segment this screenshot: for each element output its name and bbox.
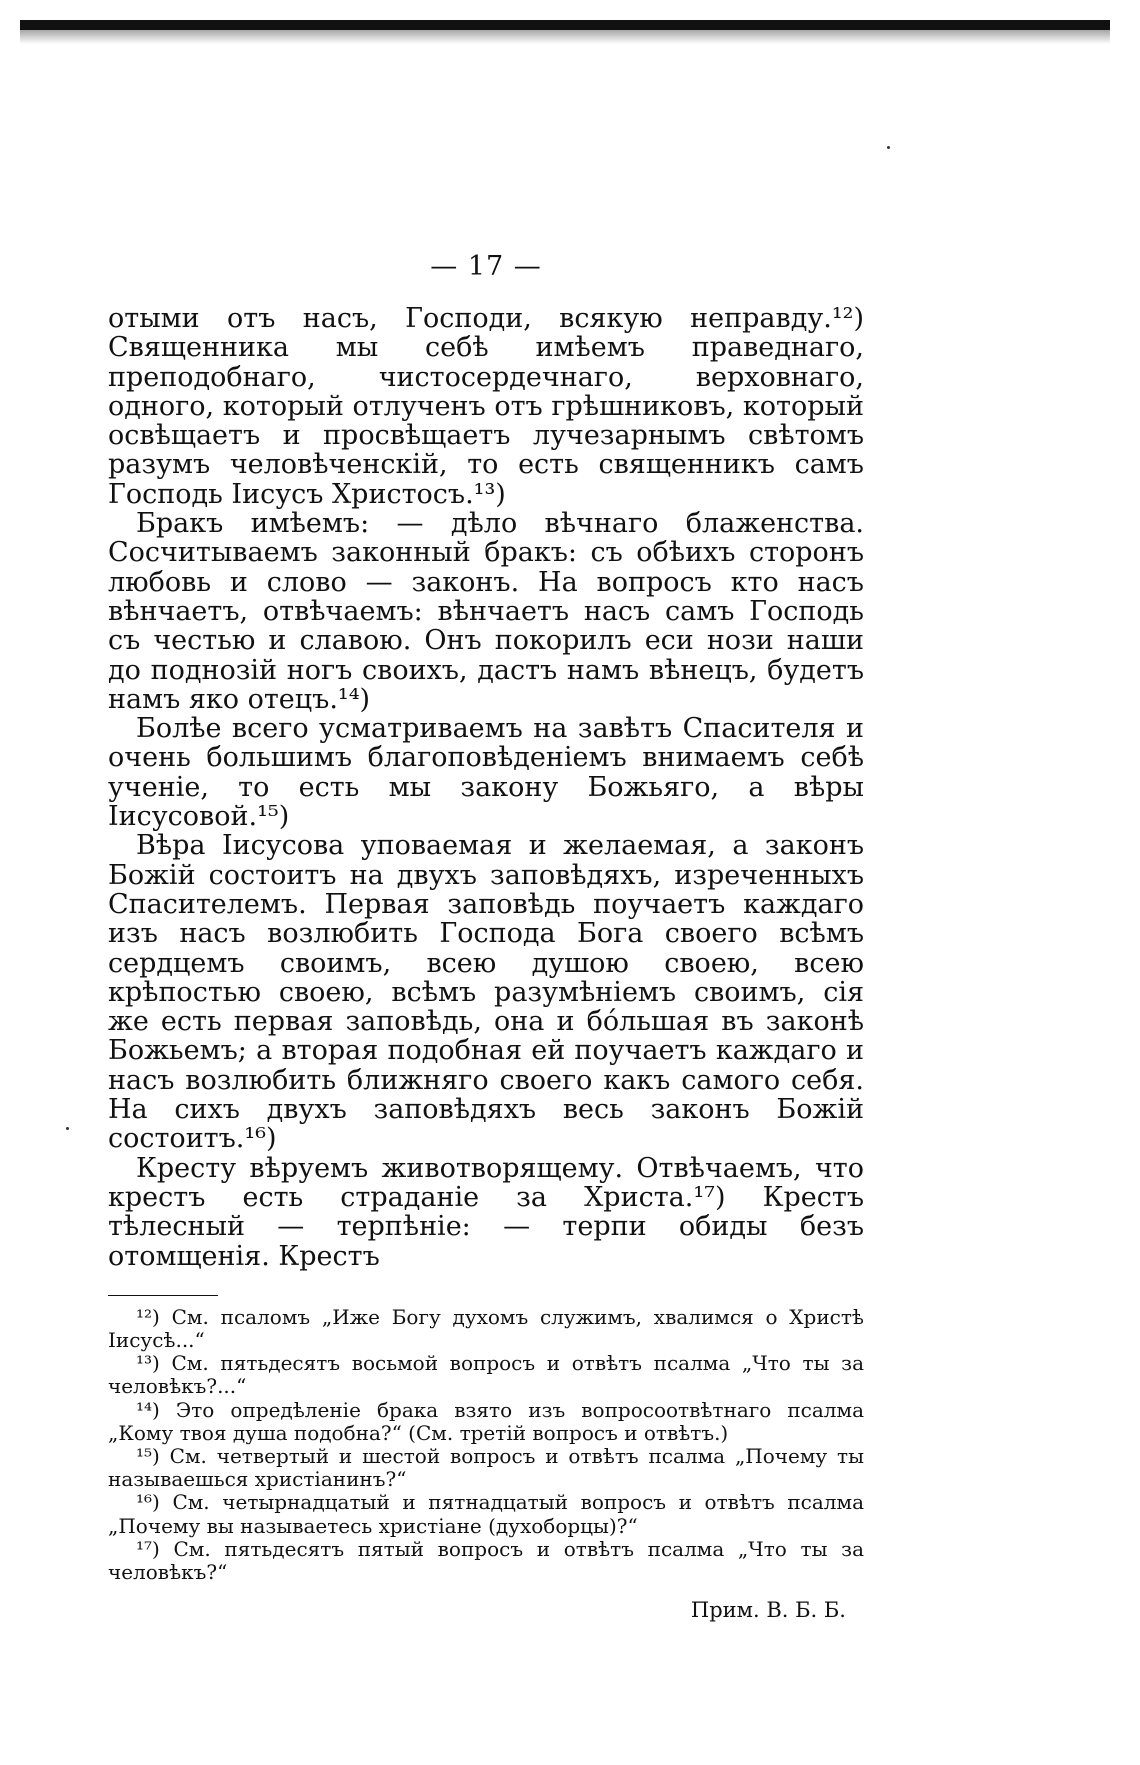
document-page [108, 250, 864, 1622]
footnote-15: ¹⁵) См. четвертый и шестой вопросъ и отвѣтъ псалма „Почему ты называешься христіанинъ?“ [108, 1444, 864, 1492]
body-text [108, 304, 864, 1271]
footnote-12: ¹²) См. псаломъ „Иже Богу духомъ служимъ, хвалимся о Христѣ Іисусѣ...“ [108, 1304, 864, 1352]
footnote-divider [108, 1295, 218, 1296]
footnote-14: ¹⁴) Это опредѣленіе брака взято изъ вопросоотвѣтнаго псалма „Кому твоя душа подобна?“ (См. третій вопросъ и отвѣтъ.) [108, 1397, 864, 1445]
paragraph-2: Бракъ имѣемъ: — дѣло вѣчнаго блаженства. Сосчитываемъ законный бракъ: съ обѣихъ сторонъ любовь и слово — законъ. На вопросъ кто насъ вѣнчаетъ, отвѣчаемъ: вѣнчаетъ насъ самъ Господь съ честью и славою. Онъ покорилъ еси нози наши до поднозій ногъ своихъ, дастъ намъ вѣнецъ, будетъ намъ яко отецъ.¹⁴) [108, 508, 864, 715]
paragraph-5: Кресту вѣруемъ животворящему. Отвѣчаемъ, что крестъ есть страданіе за Христа.¹⁷) Крестъ тѣлесный — терпѣніе: — терпи обиды безъ отомщенія. Крестъ [108, 1152, 864, 1272]
footnote-13: ¹³) См. пятьдесятъ восьмой вопросъ и отвѣтъ псалма „Что ты за человѣкъ?...“ [108, 1351, 864, 1399]
footnote-17: ¹⁷) См. пятьдесятъ пятый вопросъ и отвѣтъ псалма „Что ты за человѣкъ?“ [108, 1536, 864, 1585]
scan-speck [66, 1127, 69, 1130]
paragraph-1: отыми отъ насъ, Господи, всякую неправду.¹²) Священника мы себѣ имѣемъ праведнаго, преподобнаго, чистосердечнаго, верховнаго, одного, который отлученъ отъ грѣшниковъ, который освѣщаетъ и просвѣщаетъ лучезарнымъ свѣтомъ разумъ человѣченскій, то есть священникъ самъ Господь Іисусъ Христосъ.¹³) [108, 303, 864, 510]
footnotes [108, 1306, 864, 1584]
scan-speck [887, 146, 890, 149]
signature: Прим. В. Б. Б. [690, 1598, 846, 1623]
paragraph-3: Болѣе всего усматриваемъ на завѣтъ Спасителя и очень большимъ благоповѣденіемъ внимаемъ себѣ ученіе, то есть мы закону Божьяго, а вѣры Іисусовой.¹⁵) [108, 713, 864, 833]
footnote-16: ¹⁶) См. четырнадцатый и пятнадцатый вопросъ и отвѣтъ псалма „Почему вы называетесь христіане (духоборцы)?“ [108, 1490, 864, 1538]
scan-edge-bar [20, 20, 1110, 30]
paragraph-4: Вѣра Іисусова уповаемая и желаемая, а законъ Божій состоитъ на двухъ заповѣдяхъ, изреченныхъ Спасителемъ. Первая заповѣдь поучаетъ каждаго изъ насъ возлюбить Господа Бога своего всѣмъ сердцемъ своимъ, всею душою своею, всею крѣпостью своею, всѣмъ разумѣніемъ своимъ, сія же есть первая заповѣдь, она и бóльшая въ законѣ Божьемъ; а вторая подобная ей поучаетъ каждаго и насъ возлюбить ближняго своего какъ самого себя. На сихъ двухъ заповѣдяхъ весь законъ Божій состоитъ.¹⁶) [108, 830, 864, 1155]
page-number: — 17 — [430, 251, 542, 282]
